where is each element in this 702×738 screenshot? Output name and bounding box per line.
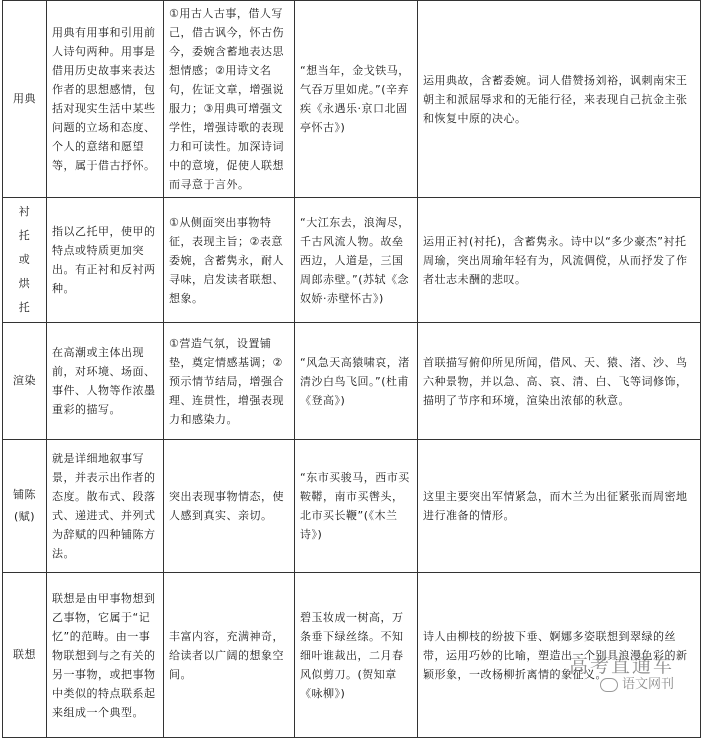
analysis-cell: 这里主要突出军情紧急，而木兰为出征紧张而周密地进行准备的情形。 — [418, 440, 701, 573]
table-row — [3, 198, 701, 323]
example-cell: “想当年，金戈铁马，气吞万里如虎。”(辛弃疾《永遇乐·京口北固亭怀古》) — [295, 1, 418, 198]
term-cell — [3, 198, 47, 323]
effect-cell: 丰富内容，充满神奇，给读者以广阔的想象空间。 — [164, 573, 295, 738]
term-cell: 用典 — [3, 1, 47, 198]
effect-cell: 突出表现事物情态，使人感到真实、亲切。 — [164, 440, 295, 573]
watermark-title: 高考直通车 — [568, 655, 674, 677]
analysis-cell: 运用典故，含蓄委婉。词人借赞扬刘裕，讽刺南宋王朝主和派屈辱求和的无能行径，来表现自己抗金主张和恢复中原的决心。 — [418, 1, 701, 198]
effect-cell: ①从侧面突出事物特征，表现主旨；②表意委婉，含蓄隽永，耐人寻味，启发读者联想、想象。 — [164, 198, 295, 323]
definition-cell: 在高潮或主体出现前，对环境、场面、事件、人物等作浓墨重彩的描写。 — [47, 323, 164, 440]
table-row — [3, 1, 701, 198]
analysis-cell: 首联描写俯仰所见所闻，借风、天、猿、渚、沙、鸟六种景物，并以急、高、哀、清、白、飞等词修饰，描明了节序和环境，渲染出浓郁的秋意。 — [418, 323, 701, 440]
analysis-cell: 运用正衬(衬托)，含蓄隽永。诗中以“多少豪杰”衬托周瑜，突出周瑜年轻有为，风流倜傥，从而抒发了作者壮志未酬的悲叹。 — [418, 198, 701, 323]
term-cell: 铺陈(赋) — [3, 440, 47, 573]
table-row — [3, 323, 701, 440]
example-cell: “大江东去，浪淘尽，千古风流人物。故垒西边，人道是，三国周郎赤壁。”(苏轼《念奴娇·赤壁怀古》) — [295, 198, 418, 323]
term-cell: 联想 — [3, 573, 47, 738]
term-text: 衬托或烘托 — [18, 205, 31, 314]
definition-cell: 就是详细地叙事写景，并表示出作者的态度。散布式、段落式、递进式、并列式为辞赋的四种铺陈方法。 — [47, 440, 164, 573]
table-row — [3, 573, 701, 738]
term-cell: 渲染 — [3, 323, 47, 440]
effect-cell: ①营造气氛，设置铺垫，奠定情感基调；②预示情节结局，增强合理、连贯性，增强表现力和感染力。 — [164, 323, 295, 440]
watermark-subtitle: 语文网刊 — [621, 677, 674, 692]
definition-cell: 联想是由甲事物想到乙事物，它属于“记忆”的范畴。由一事物联想到与之有关的另一事物，或把事物中类似的特点联系起来组成一个典型。 — [47, 573, 164, 738]
effect-cell: ①用古人古事，借人写己，借古讽今，怀古伤今，委婉含蓄地表达思想情感；②用诗文名句，佐证文章，增强说服力；③用典可增强文学性，增强诗歌的表现力和可读性。加深诗词中的意境，促使人联想而寻意于言外。 — [164, 1, 295, 198]
analysis-cell: 诗人由柳枝的纷披下垂、婀娜多姿联想到翠绿的丝带，运用巧妙的比喻，塑造出一个别具浪漫色彩的新颖形象，一改杨柳折离情的象征义。 — [418, 573, 701, 738]
table-row — [3, 440, 701, 573]
example-cell: “风急天高猿啸哀，渚清沙白鸟飞回。”(杜甫《登高》) — [295, 323, 418, 440]
definition-cell: 用典有用事和引用前人诗句两种。用事是借用历史故事来表达作者的思想感情，包括对现实生活中某些问题的立场和态度、个人的意绪和愿望等，属于借古抒怀。 — [47, 1, 164, 198]
rhetoric-table — [2, 0, 701, 738]
example-cell: 碧玉妆成一树高，万条垂下绿丝绦。不知细叶谁裁出，二月春风似剪刀。(贺知章《咏柳》) — [295, 573, 418, 738]
definition-cell: 指以乙托甲，使甲的特点或特质更加突出。有正衬和反衬两种。 — [47, 198, 164, 323]
example-cell: “东市买骏马，西市买鞍鞯，南市买辔头，北市买长鞭”(《木兰诗》) — [295, 440, 418, 573]
